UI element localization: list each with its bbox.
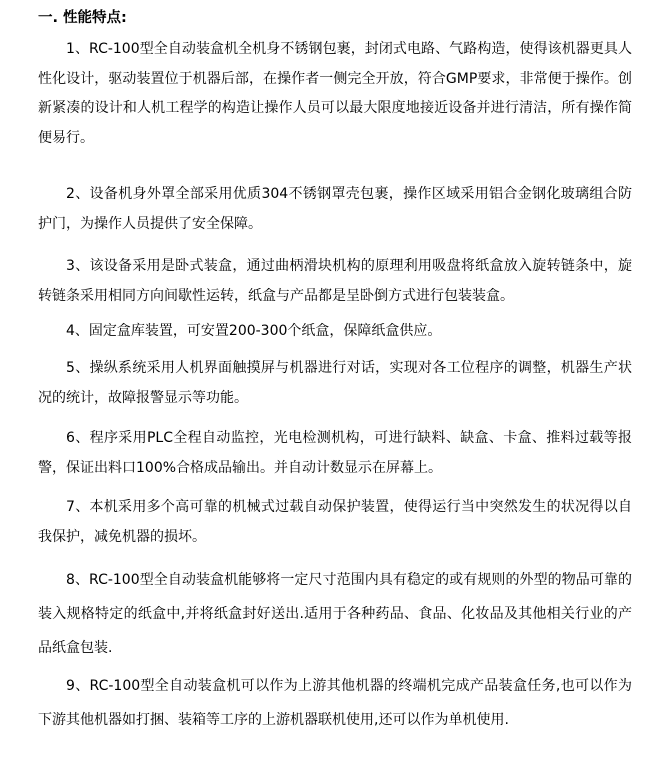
paragraph-5: 5、操纵系统采用人机界面触摸屏与机器进行对话，实现对各工位程序的调整，机器生产状况的统计，故障报警显示等功能。 [38,360,632,406]
paragraph-9: 9、RC-100型全自动装盒机可以作为上游其他机器的终端机完成产品装盒任务,也可以作为下游其他机器如打捆、装箱等工序的上游机器联机使用,还可以作为单机使用. [38,678,632,728]
paragraph-8: 8、RC-100型全自动装盒机能够将一定尺寸范围内具有稳定的或有规则的外型的物品可靠的装入规格特定的纸盒中,并将纸盒封好送出.适用于各种药品、食品、化妆品及其他相关行业的产品纸盒包装. [38,572,632,656]
paragraph-4: 4、固定盒库装置，可安置200-300个纸盒，保障纸盒供应。 [66,323,442,339]
paragraph-6: 6、程序采用PLC全程自动监控，光电检测机构，可进行缺料、缺盒、卡盒、推料过载等报警，保证出料口100%合格成品输出。并自动计数显示在屏幕上。 [38,430,632,476]
section-heading: 一. 性能特点: [38,10,127,26]
paragraph-1: 1、RC-100型全自动装盒机全机身不锈钢包裹，封闭式电路、气路构造，使得该机器更具人性化设计，驱动装置位于机器后部，在操作者一侧完全开放，符合GMP要求，非常便于操作。创新紧凑的设计和人机工程学的构造让操作人员可以最大限度地接近设备并进行清洁，所有操作简便易行。 [38,41,632,146]
paragraph-2: 2、设备机身外罩全部采用优质304不锈钢罩壳包裹，操作区域采用铝合金钢化玻璃组合防护门，为操作人员提供了安全保障。 [38,186,632,232]
paragraph-7: 7、本机采用多个高可靠的机械式过载自动保护装置，使得运行当中突然发生的状况得以自我保护，减免机器的损坏。 [38,499,632,545]
paragraph-3: 3、该设备采用是卧式装盒，通过曲柄滑块机构的原理利用吸盘将纸盒放入旋转链条中，旋转链条采用相同方向间歇性运转，纸盒与产品都是呈卧倒方式进行包装装盒。 [38,258,632,304]
